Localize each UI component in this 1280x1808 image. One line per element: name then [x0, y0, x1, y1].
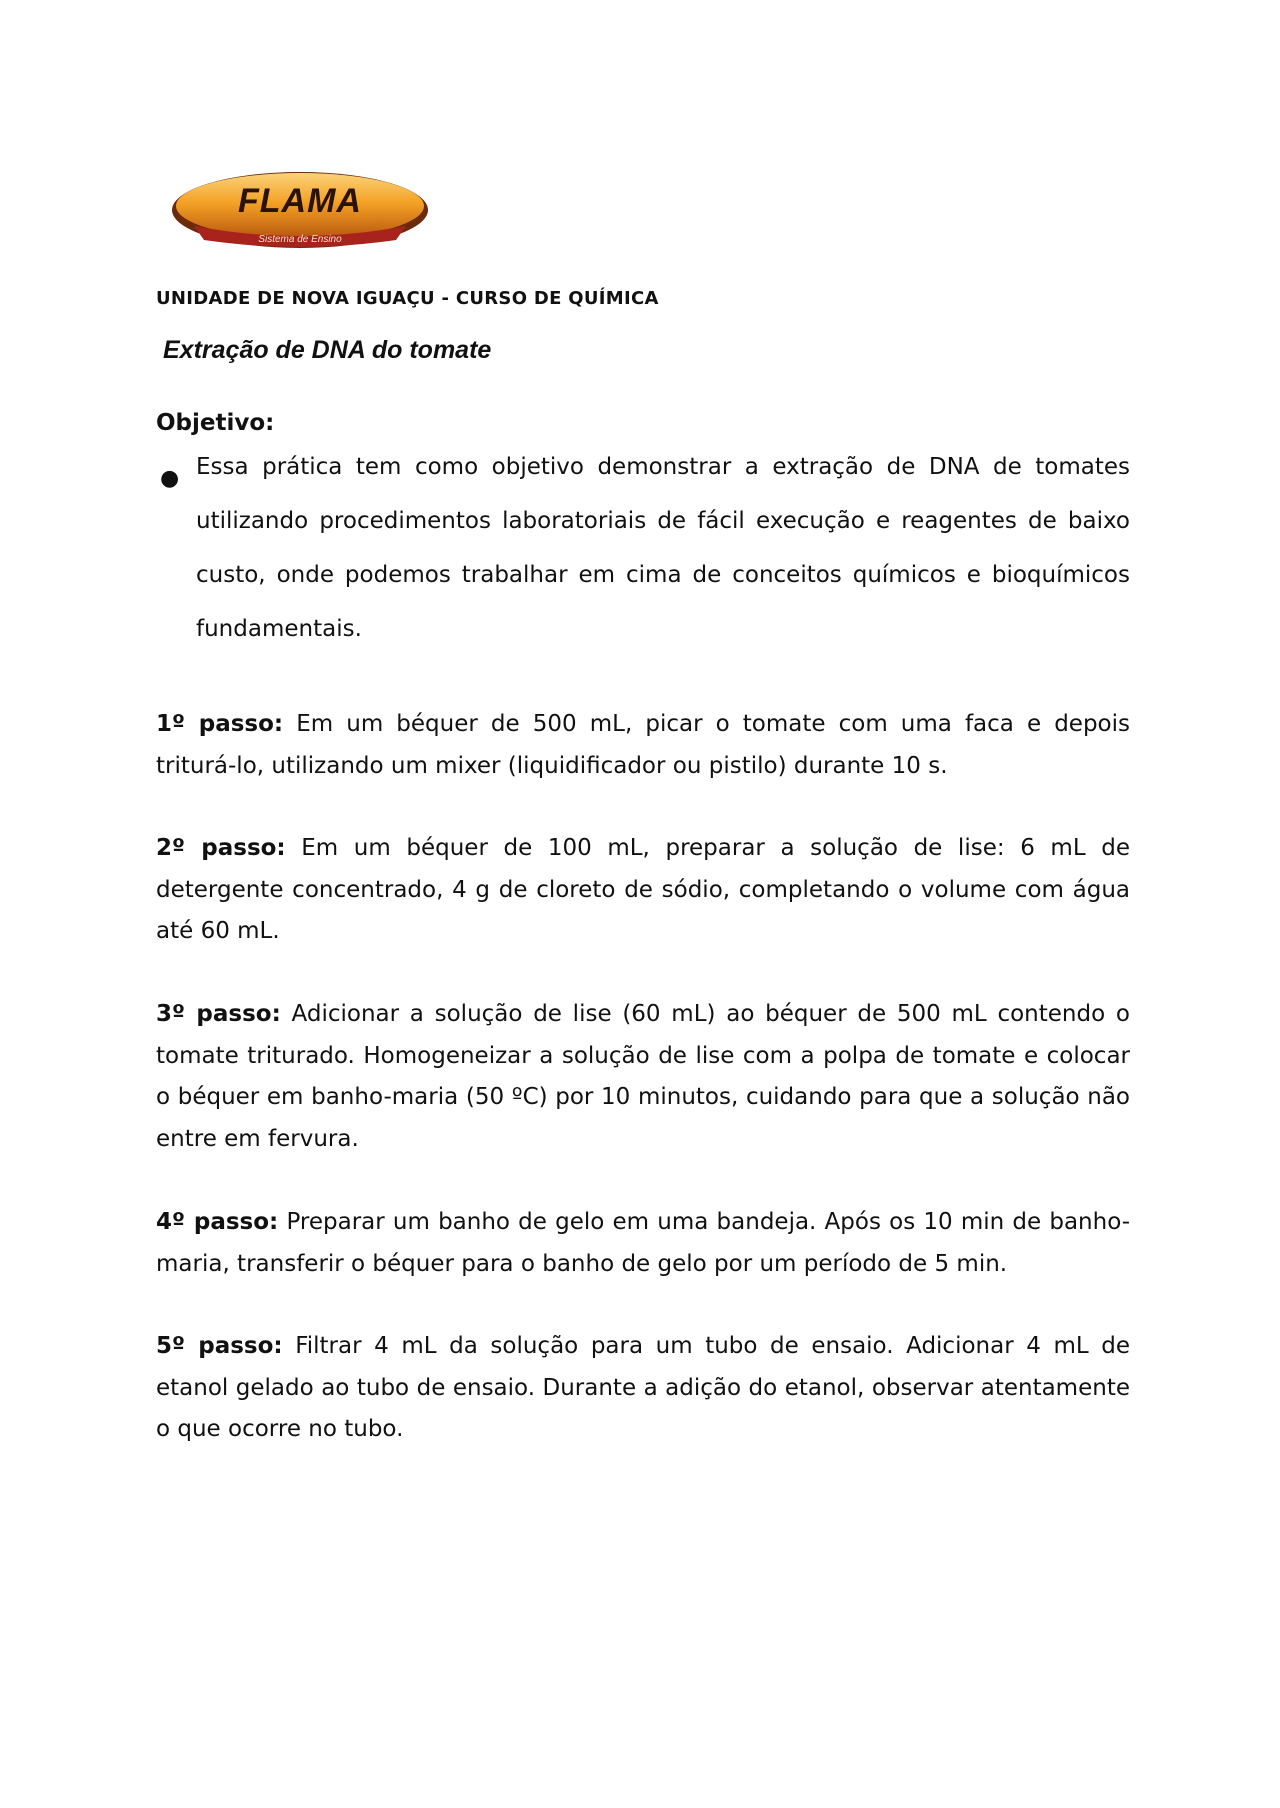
flama-logo: [170, 168, 430, 252]
document-title: Extração de DNA do tomate: [163, 336, 492, 364]
step-4-text: Preparar um banho de gelo em uma bandeja. Após os 10 min de banho-maria, transferir o béquer para o banho de gelo por um período de 5 min.: [156, 1209, 1130, 1277]
logo-tagline-text: Sistema de Ensino: [258, 234, 342, 245]
step-5-label: 5º passo:: [156, 1333, 283, 1359]
step-5-text: Filtrar 4 mL da solução para um tubo de ensaio. Adicionar 4 mL de etanol gelado ao tubo de ensaio. Durante a adição do etanol, observar atentamente o que ocorre no tubo.: [156, 1333, 1130, 1442]
objective-text: Essa prática tem como objetivo demonstrar a extração de DNA de tomates utilizando procedimentos laboratoriais de fácil execução e reagentes de baixo custo, onde podemos trabalhar em cima de conceitos químicos e bioquímicos fundamentais.: [196, 454, 1130, 642]
bullet-icon: ●: [160, 466, 180, 491]
step-4-paragraph: [156, 1202, 1130, 1285]
step-1-paragraph: [156, 704, 1130, 787]
step-3-text: Adicionar a solução de lise (60 mL) ao béquer de 500 mL contendo o tomate triturado. Homogeneizar a solução de lise com a polpa de tomate e colocar o béquer em banho-maria (50 ºC) por 10 minutos, cuidando para que a solução não entre em fervura.: [156, 1001, 1130, 1152]
step-2-text: Em um béquer de 100 mL, preparar a solução de lise: 6 mL de detergente concentrado, 4 g de cloreto de sódio, completando o volume com água até 60 mL.: [156, 835, 1130, 944]
step-1-text: Em um béquer de 500 mL, picar o tomate com uma faca e depois triturá-lo, utilizando um mixer (liquidificador ou pistilo) durante 10 s.: [156, 711, 1131, 779]
objective-heading: Objetivo:: [156, 410, 275, 436]
school-unit-heading: UNIDADE DE NOVA IGUAÇU - CURSO DE QUÍMICA: [156, 288, 659, 309]
step-3-label: 3º passo:: [156, 1001, 281, 1027]
flama-logo-image: [170, 168, 430, 252]
step-3-paragraph: [156, 994, 1130, 1160]
step-2-paragraph: [156, 828, 1130, 953]
step-1-label: 1º passo:: [156, 711, 284, 737]
step-2-label: 2º passo:: [156, 835, 286, 861]
logo-brand-text: FLAMA: [238, 182, 362, 220]
step-5-paragraph: [156, 1326, 1130, 1451]
step-4-label: 4º passo:: [156, 1209, 279, 1235]
